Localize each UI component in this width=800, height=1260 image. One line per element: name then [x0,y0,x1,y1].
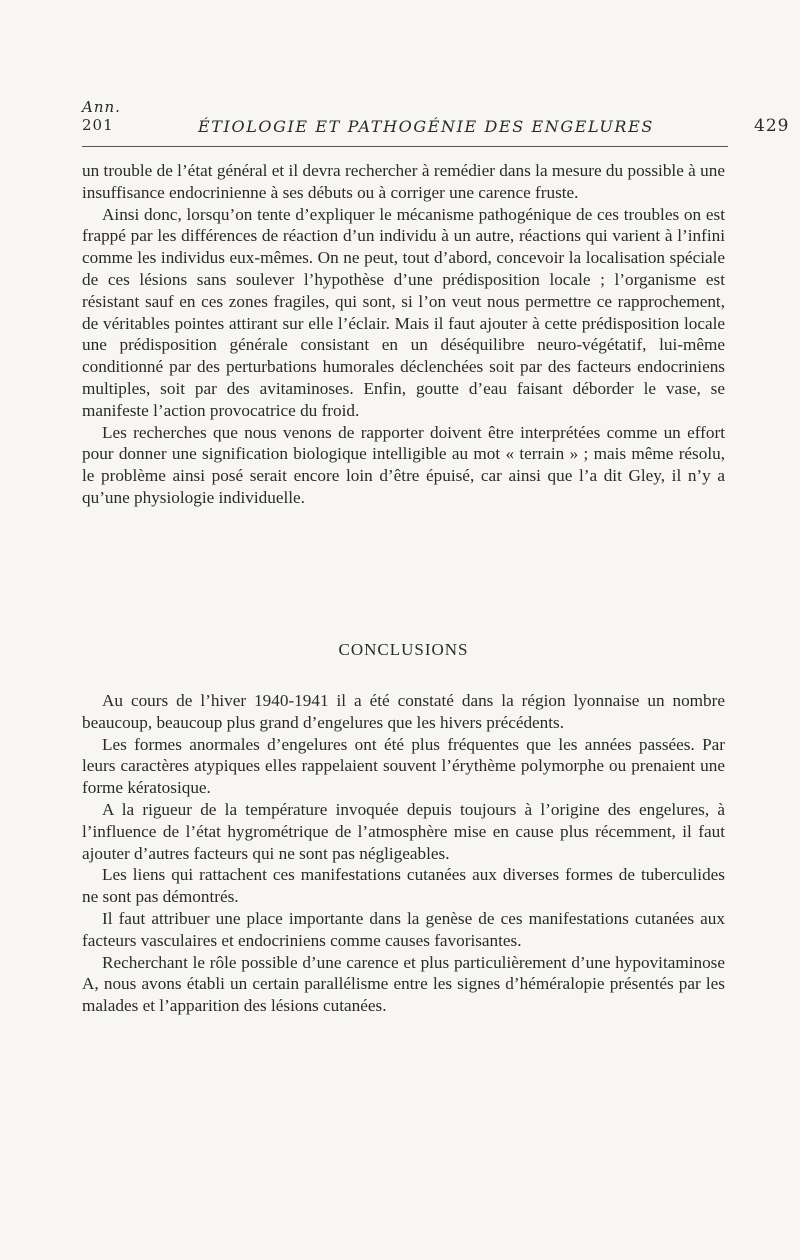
body-paragraph: Ainsi donc, lorsqu’on tente d’expliquer le mécanisme pathogénique de ces troubles on est frappé par les différences de réaction d’un individu à un autre, réactions qui varient à l’infini comme les individus eux-mêmes. On ne peut, tout d’abord, concevoir la localisation spéciale de ces lésions sans soulever l’hypothèse d’une prédisposition locale ; l’organisme est résistant sauf en ces zones fragiles, qui sont, si l’on veut nous permettre ce rapprochement, de véritables pointes attirant sur elle l’éclair. Mais il faut ajouter à cette prédisposition locale une prédisposition générale consistant en un déséquilibre neuro-végétatif, lui-même conditionné par des perturbations humorales déclenchées soit par des facteurs endocriniens multiples, soit par des avitaminoses. Enfin, goutte d’eau faisant déborder le vase, se manifeste l’action provocatrice du froid. [82,204,725,420]
conclusion-paragraph: A la rigueur de la température invoquée depuis toujours à l’origine des engelures, à l’influence de l’état hygrométrique de l’atmosphère mise en cause plus récemment, il faut ajouter d’autres facteurs qui ne sont pas négligeables. [82,799,725,863]
conclusions-heading: CONCLUSIONS [338,640,469,659]
header-divider [82,146,728,147]
conclusion-paragraph: Les formes anormales d’engelures ont été plus fréquentes que les années passées. Par leurs caractères atypiques elles rappelaient souvent l’érythème polymorphe ou prenaient une forme kératosique. [82,734,725,798]
header-volume-number: 201 [82,116,114,134]
conclusion-paragraph: Recherchant le rôle possible d’une carence et plus particulièrement d’une hypovitaminose A, nous avons établi un certain parallélisme entre les signes d’héméralopie présentés par les malades et l’apparition des lésions cutanées. [82,952,725,1016]
body-paragraph: un trouble de l’état général et il devra rechercher à remédier dans la mesure du possible à une insuffisance endocrinienne à ses débuts ou à corriger une carence fruste. [82,161,725,202]
conclusion-paragraph: Les liens qui rattachent ces manifestations cutanées aux diverses formes de tuberculides ne sont pas démontrés. [82,865,725,907]
header-running-title: ÉTIOLOGIE ET PATHOGÉNIE DES ENGELURES [198,117,654,136]
conclusion-paragraph: Au cours de l’hiver 1940-1941 il a été constaté dans la région lyonnaise un nombre beaucoup, beaucoup plus grand d’engelures que les hivers précédents. [82,691,725,732]
header-page-number: 429 [754,116,790,136]
body-paragraph: Les recherches que nous venons de rapporter doivent être interprétées comme un effort pour donner une signification biologique intelligible au mot « terrain » ; mais même résolu, le problème ainsi posé serait encore loin d’être épuisé, car ainsi que l’a dit Gley, il n’y a qu’une physiologie individuelle. [82,422,725,507]
conclusion-paragraph: Il faut attribuer une place importante dans la genèse de ces manifestations cutanées aux facteurs vasculaires et endocriniens comme causes favorisantes. [82,908,725,950]
header-ann-label: Ann. [82,98,121,116]
body-text [82,160,725,509]
running-header [82,0,800,150]
conclusions-text [82,690,725,1017]
